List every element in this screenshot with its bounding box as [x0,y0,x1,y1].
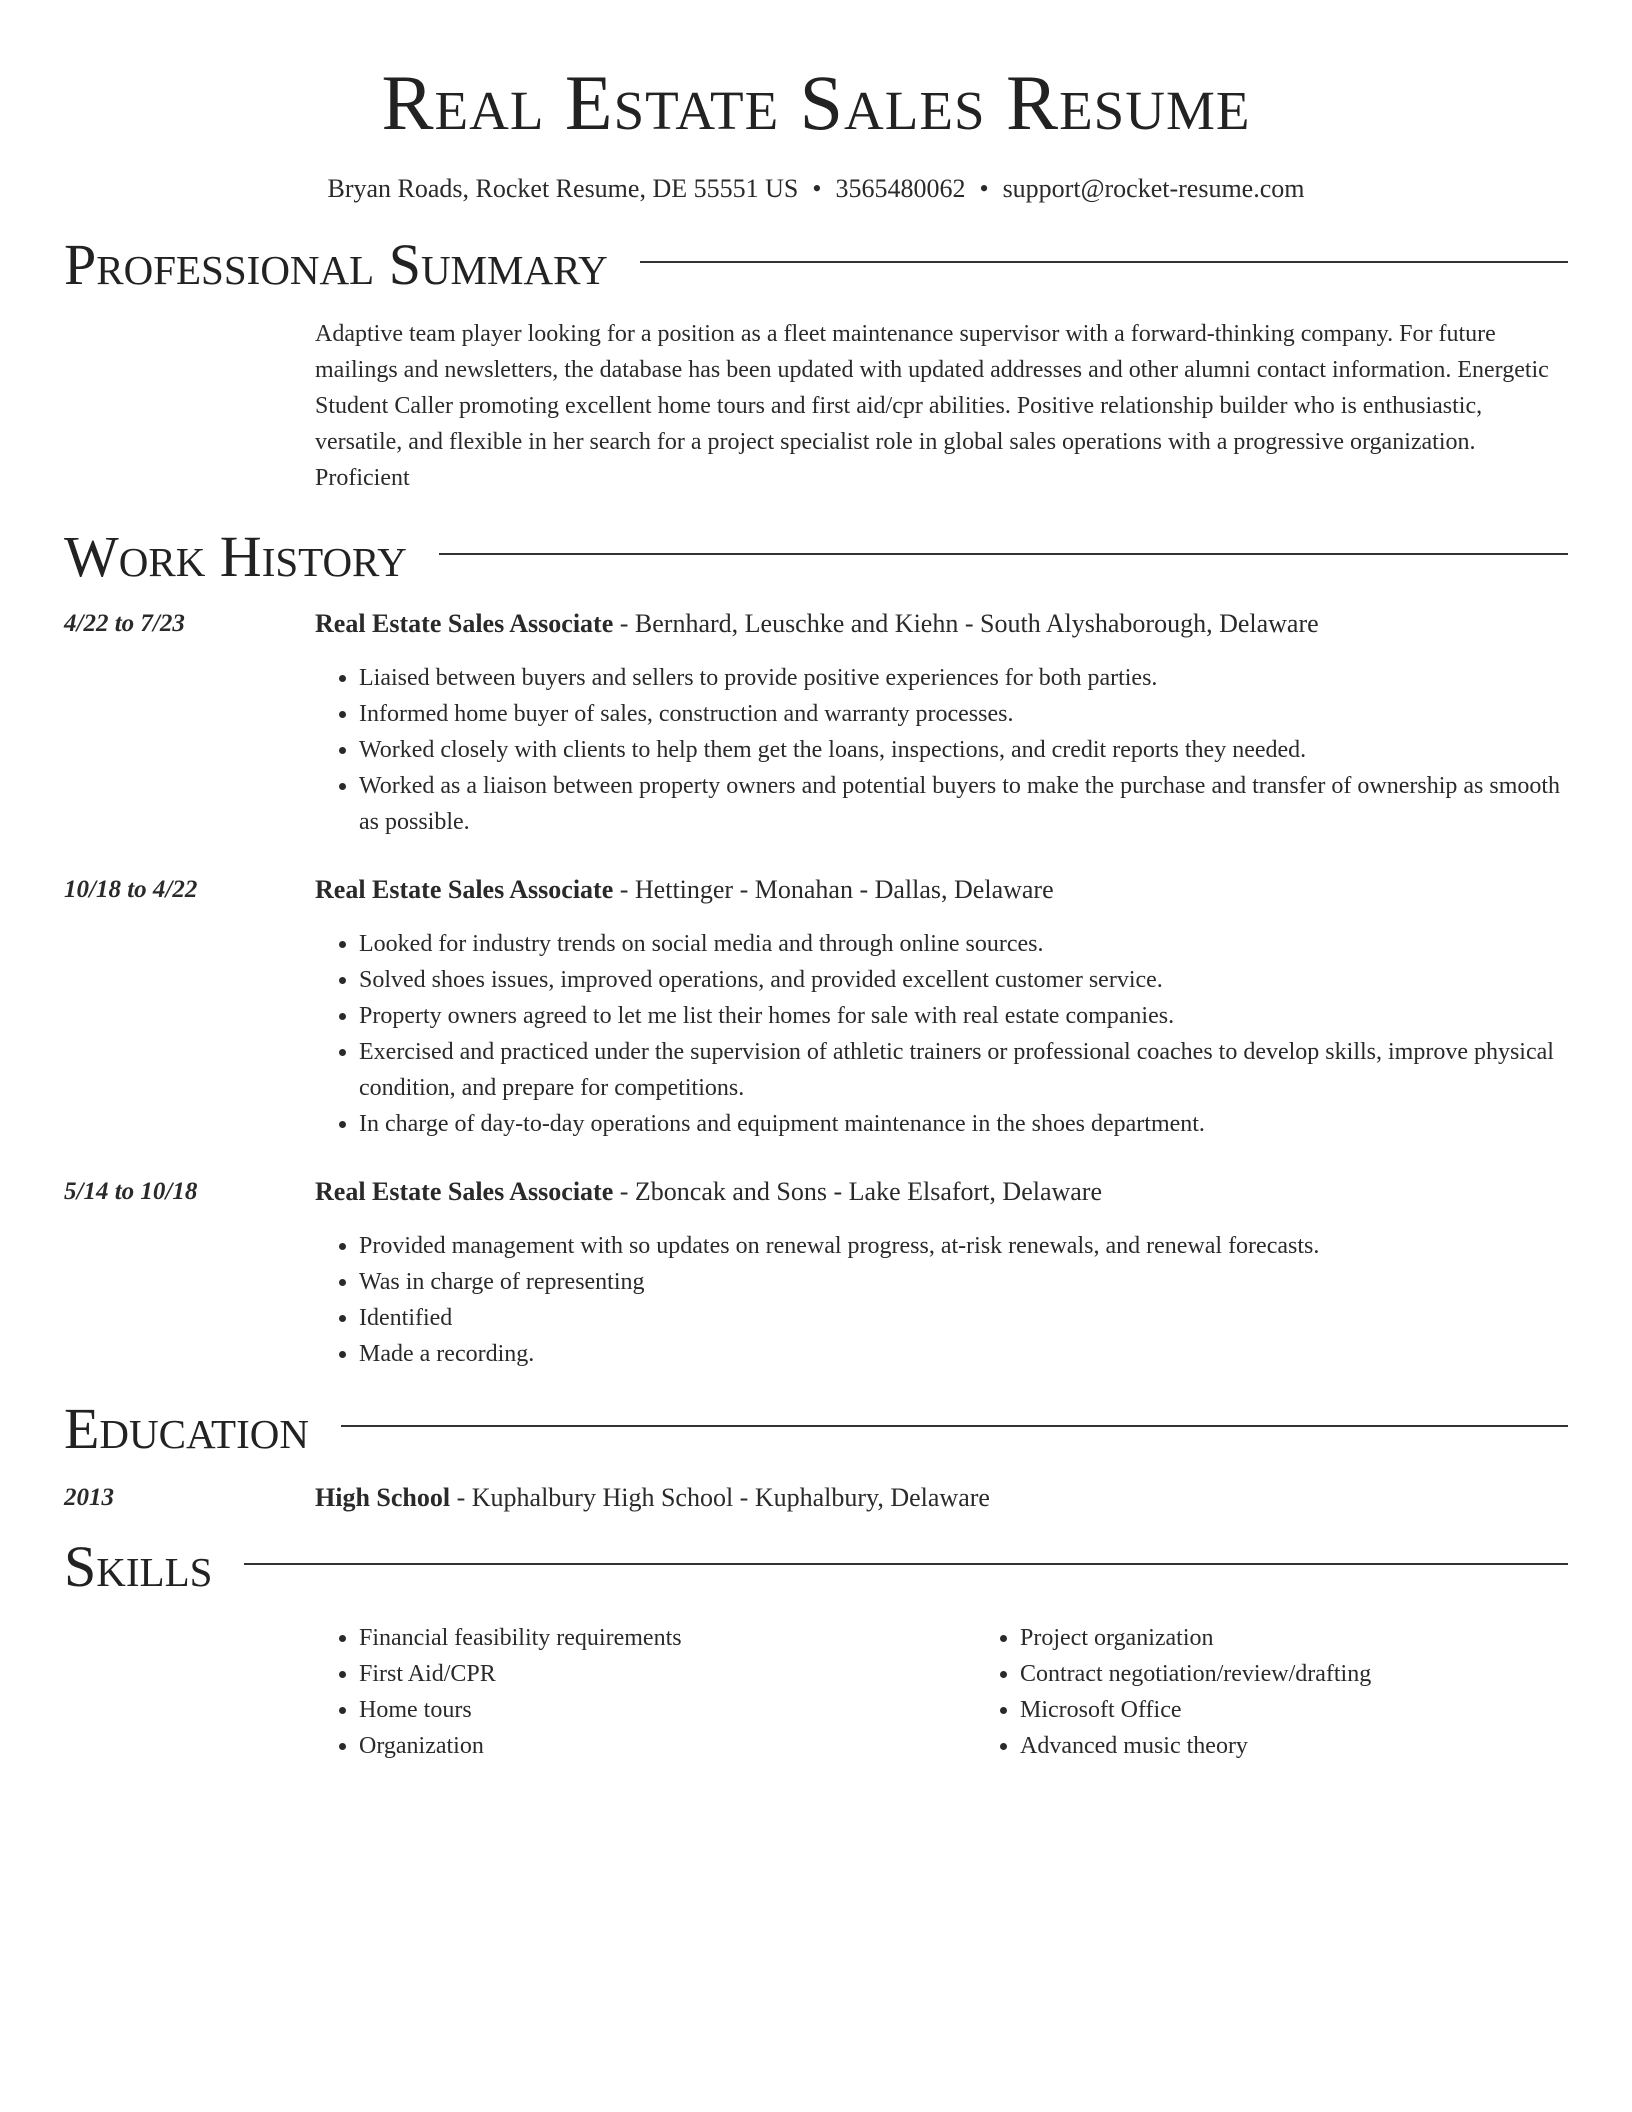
job-bullet: • In charge of day-to-day operations and equipment maintenance in the shoes department. [359,1106,1568,1142]
job-header [315,1174,1568,1210]
skills-column-right [976,1620,1632,1764]
work-heading: Work History [64,524,407,589]
job-bullet: • Worked as a liaison between property owners and potential buyers to make the purchase and transfer of ownership as smooth as possible. [359,768,1568,840]
job-bullet: • Looked for industry trends on social media and through online sources. [359,926,1568,962]
skill-item: • First Aid/CPR [359,1656,976,1692]
job-entry [64,872,1568,1142]
skills-column-left [315,1620,976,1764]
job-bullet: • Identified [359,1300,1568,1336]
education-degree: High School [315,1483,451,1512]
job-entry [64,1174,1568,1372]
job-details: - Hettinger - Monahan - Dallas, Delaware [613,875,1054,904]
education-heading: Education [64,1396,309,1461]
work-section-header [64,522,1568,592]
skill-item: • Financial feasibility requirements [359,1620,976,1656]
skill-item: • Advanced music theory [1020,1728,1632,1764]
summary-section-header [64,230,1568,300]
job-body [315,872,1568,1142]
education-header [315,1480,1568,1516]
job-dates: 4/22 to 7/23 [64,610,185,637]
skill-item: • Contract negotiation/review/drafting [1020,1656,1632,1692]
section-divider [341,1425,1568,1427]
job-dates: 5/14 to 10/18 [64,1178,198,1205]
job-header [315,606,1568,642]
job-details: - Bernhard, Leuschke and Kiehn - South Alyshaborough, Delaware [613,609,1319,638]
section-divider [640,261,1568,263]
summary-text: Adaptive team player looking for a position as a fleet maintenance supervisor with a forward-thinking company. For future mailings and newsletters, the database has been updated with updated addresses and other alumni contact information. Energetic Student Caller promoting excellent home tours and first aid/cpr abilities. Positive relationship builder who is enthusiastic, versatile, and flexible in her search for a project specialist role in global sales operations with a progressive organization. Proficient [315,321,1549,491]
job-title: Real Estate Sales Associate [315,609,614,638]
skill-item: • Home tours [359,1692,976,1728]
job-bullet: • Property owners agreed to let me list their homes for sale with real estate companies. [359,998,1568,1034]
resume-title: Real Estate Sales Resume [381,59,1251,146]
skills-grid [315,1620,1568,1764]
job-body [315,606,1568,840]
job-entry [64,606,1568,840]
summary-heading: Professional Summary [64,232,608,297]
education-year: 2013 [64,1484,114,1511]
job-bullet: • Liaised between buyers and sellers to provide positive experiences for both parties. [359,660,1568,696]
skill-item: • Organization [359,1728,976,1764]
contact-address: Bryan Roads, Rocket Resume, DE 55551 US [327,174,799,203]
job-bullets [315,660,1568,840]
job-title: Real Estate Sales Associate [315,1177,614,1206]
job-bullet: • Solved shoes issues, improved operations, and provided excellent customer service. [359,962,1568,998]
skills-section-header [64,1532,1568,1602]
education-body [315,1480,1568,1516]
contact-email: support@rocket-resume.com [1002,174,1305,203]
job-bullets [315,1228,1568,1372]
resume-page [64,0,1568,1764]
skill-item: • Microsoft Office [1020,1692,1632,1728]
contact-separator: • [812,174,822,203]
contact-separator: • [979,174,989,203]
job-bullet: • Worked closely with clients to help them get the loans, inspections, and credit reports they needed. [359,732,1568,768]
job-details: - Zboncak and Sons - Lake Elsafort, Delaware [613,1177,1103,1206]
job-body [315,1174,1568,1372]
job-bullet: • Made a recording. [359,1336,1568,1372]
section-divider [439,553,1568,555]
skills-heading: Skills [64,1534,213,1599]
education-section-header [64,1394,1568,1464]
job-title: Real Estate Sales Associate [315,875,614,904]
job-bullets [315,926,1568,1142]
section-divider [244,1563,1568,1565]
job-header [315,872,1568,908]
job-dates: 10/18 to 4/22 [64,876,198,903]
job-bullet: • Informed home buyer of sales, construction and warranty processes. [359,696,1568,732]
job-bullet: • Exercised and practiced under the supervision of athletic trainers or professional coaches to develop skills, improve physical condition, and prepare for competitions. [359,1034,1568,1106]
contact-line [64,172,1568,206]
contact-phone: 3565480062 [835,174,966,203]
skill-item: • Project organization [1020,1620,1632,1656]
job-bullet: • Provided management with so updates on renewal progress, at-risk renewals, and renewal forecasts. [359,1228,1568,1264]
education-entry [64,1480,1568,1516]
job-bullet: • Was in charge of representing [359,1264,1568,1300]
education-details: - Kuphalbury High School - Kuphalbury, Delaware [450,1483,990,1512]
